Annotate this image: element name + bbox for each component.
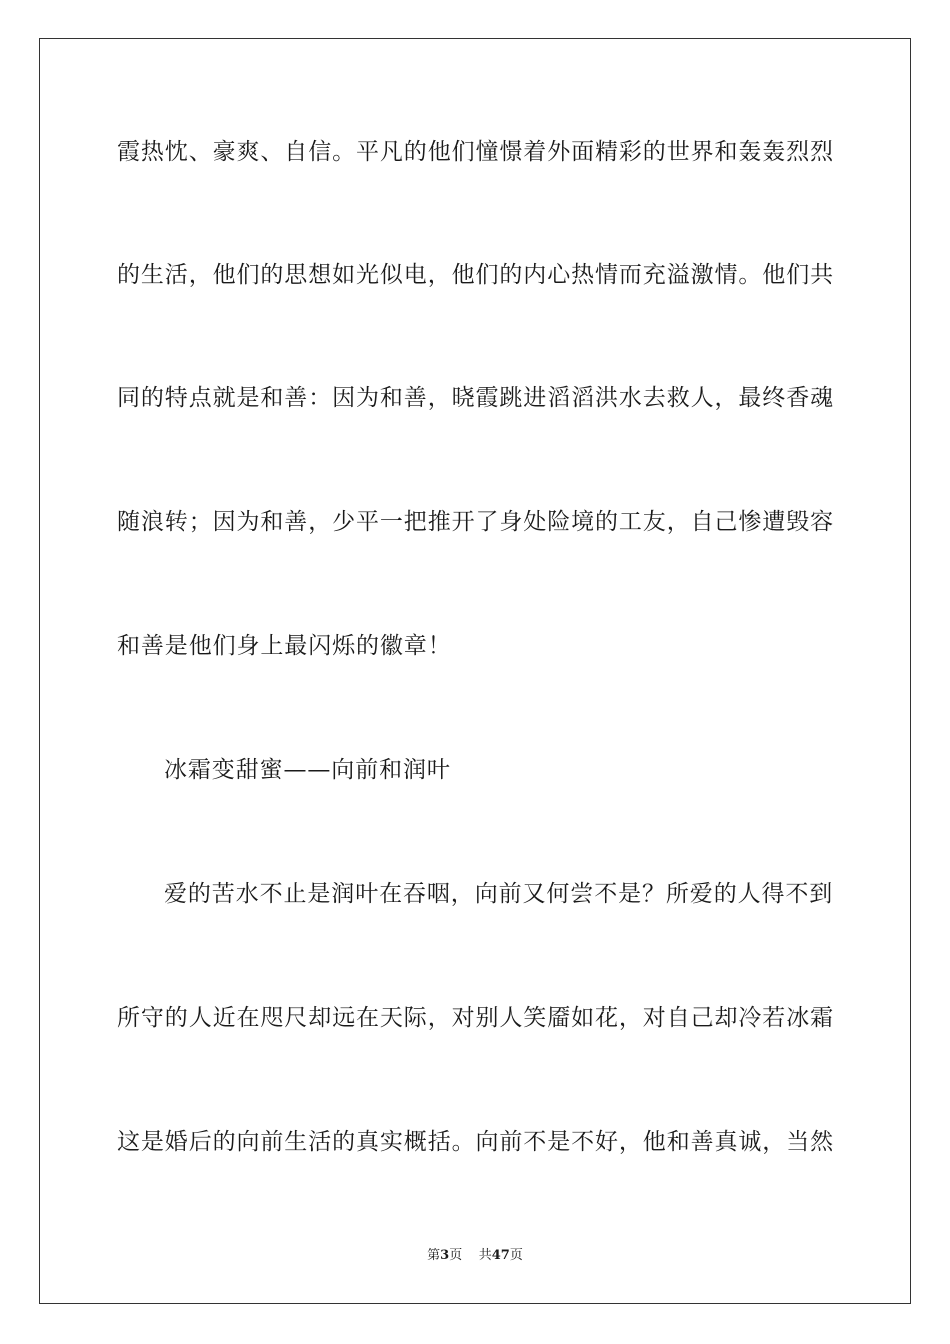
body-line-7: 爱的苦水不止是润叶在吞咽，向前又何尝不是？所爱的人得不到 xyxy=(164,881,834,907)
footer-prefix: 第 xyxy=(427,1248,441,1263)
footer-suffix: 页 xyxy=(509,1248,523,1263)
section-heading: 冰霜变甜蜜——向前和润叶 xyxy=(164,757,451,783)
footer-page-number: 3 xyxy=(440,1248,450,1263)
body-line-8: 所守的人近在咫尺却远在天际，对别人笑靥如花，对自己却冷若冰霜 xyxy=(117,1005,834,1031)
body-line-2: 的生活，他们的思想如光似电，他们的内心热情而充溢激情。他们共 xyxy=(117,262,834,288)
body-line-9: 这是婚后的向前生活的真实概括。向前不是不好，他和善真诚，当然 xyxy=(117,1129,834,1155)
body-line-5: 和善是他们身上最闪烁的徽章！ xyxy=(117,633,452,659)
page-border xyxy=(39,38,911,1304)
footer-middle: 页 共 xyxy=(449,1248,492,1263)
body-line-4: 随浪转；因为和善，少平一把推开了身处险境的工友，自己惨遭毁容 xyxy=(117,509,834,535)
footer-total-pages: 47 xyxy=(491,1248,510,1263)
body-line-3: 同的特点就是和善：因为和善，晓霞跳进滔滔洪水去救人，最终香魂 xyxy=(117,385,834,411)
body-line-1: 霞热忱、豪爽、自信。平凡的他们憧憬着外面精彩的世界和轰轰烈烈 xyxy=(117,139,834,165)
page-footer xyxy=(0,1247,950,1265)
